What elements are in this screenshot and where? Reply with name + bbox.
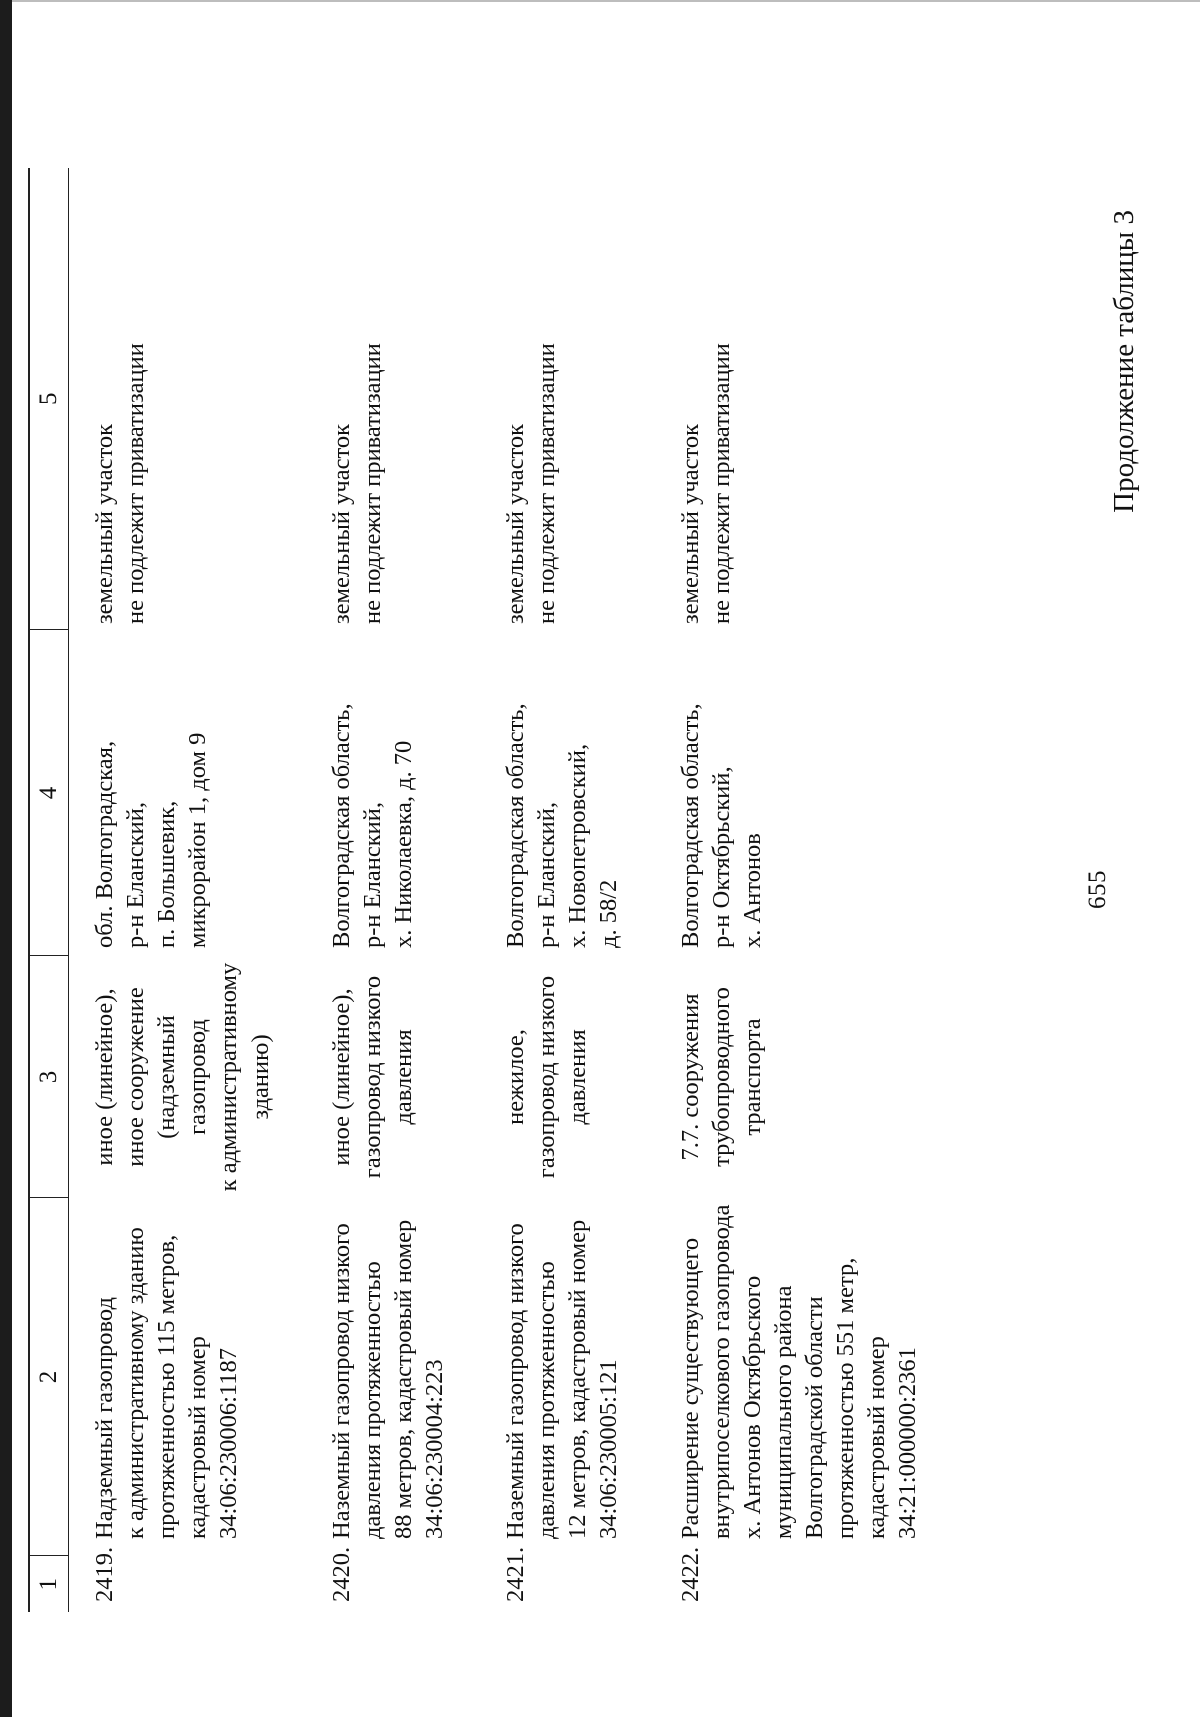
object-name: Наземный газопровод низкого давления протяженностью 12 метров, кадастровый номер 34:06:230005:121	[502, 1219, 623, 1539]
table-row	[480, 168, 654, 1612]
object-note: земельный участок не подлежит приватизации	[327, 343, 386, 624]
object-note: земельный участок не подлежит приватизации	[91, 343, 150, 624]
column-header-5: 5	[29, 168, 69, 630]
object-note: земельный участок не подлежит приватизации	[676, 343, 735, 624]
table-row	[655, 168, 954, 1612]
object-address: обл. Волгоградская, р-н Еланский, п. Большевик, микрорайон 1, дом 9	[91, 732, 212, 948]
row-number: 2420.	[327, 1546, 355, 1602]
page-number: 655	[1084, 870, 1111, 909]
table-row	[306, 168, 480, 1612]
object-note: земельный участок не подлежит приватизации	[502, 343, 561, 624]
column-header-4: 4	[29, 630, 69, 956]
column-header-3: 3	[29, 956, 69, 1198]
object-name: Наземный газопровод низкого давления протяженностью 88 метров, кадастровый номер 34:06:230004:223	[327, 1219, 448, 1539]
column-header-1: 1	[29, 1556, 69, 1612]
object-name: Расширение существующего внутрипоселкового газопровода х. Антонов Октябрьского муниципального района Волгоградской области протяженностью 551 метр, кадастровый номер 34:21:000000:2361	[676, 1204, 922, 1539]
property-table	[28, 168, 953, 1612]
object-address: Волгоградская область, р-н Еланский, х. Новопетровский, д. 58/2	[502, 703, 623, 948]
table-continuation-label: Продолжение таблицы 3	[1108, 210, 1140, 513]
row-number: 2421.	[502, 1546, 530, 1602]
object-type: иное (линейное), иное сооружение (надземный газопровод к административному зданию)	[91, 962, 274, 1192]
column-header-2: 2	[29, 1198, 69, 1556]
table-row	[69, 168, 306, 1612]
object-type: иное (линейное), газопровод низкого давления	[327, 975, 417, 1179]
object-address: Волгоградская область, р-н Еланский, х. Николаевка, д. 70	[327, 703, 417, 948]
object-address: Волгоградская область, р-н Октябрьский, х. Антонов	[676, 703, 766, 948]
row-number: 2419.	[91, 1546, 118, 1602]
object-type: нежилое, газопровод низкого давления	[502, 975, 592, 1179]
object-type: 7.7. сооружения трубопроводного транспорта	[676, 987, 766, 1167]
column-number-row	[29, 168, 69, 1612]
object-name: Надземный газопровод к административному зданию протяженностью 115 метров, кадастровый номер 34:06:230006:1187	[91, 1227, 243, 1539]
row-number: 2422.	[676, 1546, 704, 1602]
